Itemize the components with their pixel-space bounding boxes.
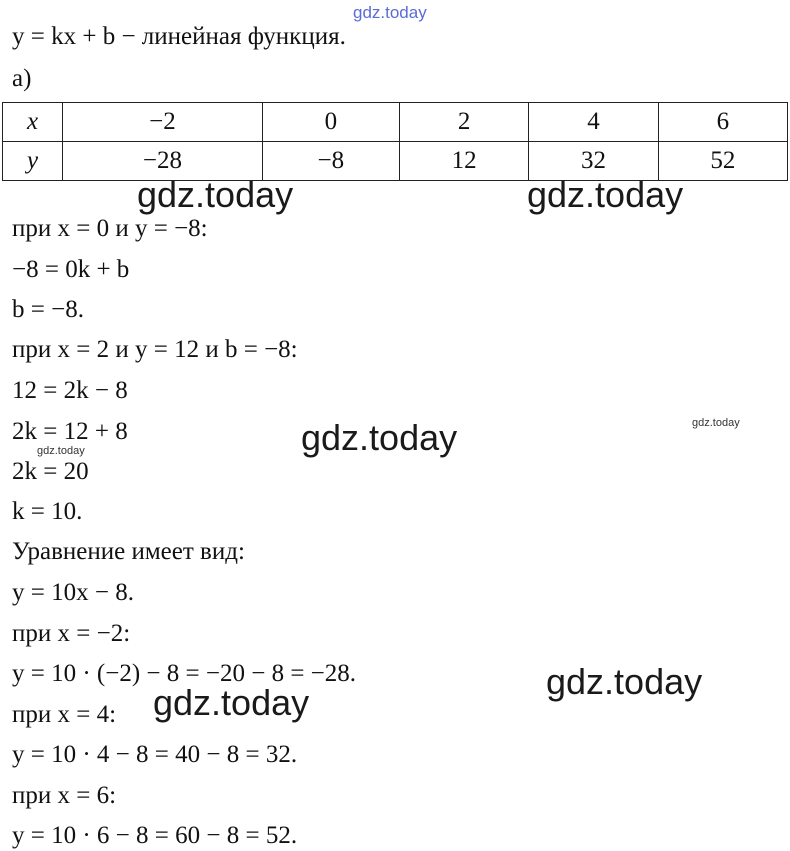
watermark: gdz.today [37, 445, 85, 457]
solution-line: при x = 4: [12, 701, 117, 728]
watermark: gdz.today [153, 682, 310, 723]
table-cell: 32 [529, 142, 658, 181]
table-row [3, 103, 788, 142]
solution-line: при x = 6: [12, 782, 117, 809]
solution-line: при x = −2: [12, 620, 131, 647]
table-cell: 4 [529, 103, 658, 142]
solution-line: −8 = 0k + b [12, 256, 130, 283]
watermark: gdz.today [692, 417, 740, 429]
watermark: gdz.today [137, 174, 294, 215]
table-cell: 6 [658, 103, 787, 142]
solution-line: 2k = 12 + 8 [12, 418, 128, 445]
table-cell: −8 [262, 142, 399, 181]
solution-line: y = 10 · 6 − 8 = 60 − 8 = 52. [12, 822, 298, 849]
solution-line: 12 = 2k − 8 [12, 377, 128, 404]
table-y-label: y [3, 142, 63, 181]
table-cell: 0 [262, 103, 399, 142]
watermark: gdz.today [301, 417, 458, 458]
solution-line: при x = 0 и y = −8: [12, 215, 208, 242]
solution-line: y = 10 · 4 − 8 = 40 − 8 = 32. [12, 741, 298, 768]
watermark: gdz.today [527, 174, 684, 215]
solution-line: при x = 2 и y = 12 и b = −8: [12, 336, 298, 363]
table-cell: 2 [400, 103, 529, 142]
solution-line: 2k = 20 [12, 458, 89, 485]
table-x-label: x [3, 103, 63, 142]
watermark-top: gdz.today [353, 3, 427, 22]
solution-line: Уравнение имеет вид: [12, 538, 245, 565]
table-cell: 52 [658, 142, 787, 181]
solution-line: y = 10x − 8. [12, 579, 134, 606]
intro-text: y = kx + b − линейная функция. [12, 23, 346, 50]
part-label: а) [12, 65, 32, 92]
solution-line: y = 10 · (−2) − 8 = −20 − 8 = −28. [12, 660, 357, 687]
table-cell: −2 [63, 103, 262, 142]
watermark: gdz.today [546, 661, 703, 702]
table-cell: 12 [400, 142, 529, 181]
solution-line: k = 10. [12, 498, 83, 525]
table-cell: −28 [63, 142, 262, 181]
values-table [2, 102, 788, 181]
solution-line: b = −8. [12, 296, 84, 323]
